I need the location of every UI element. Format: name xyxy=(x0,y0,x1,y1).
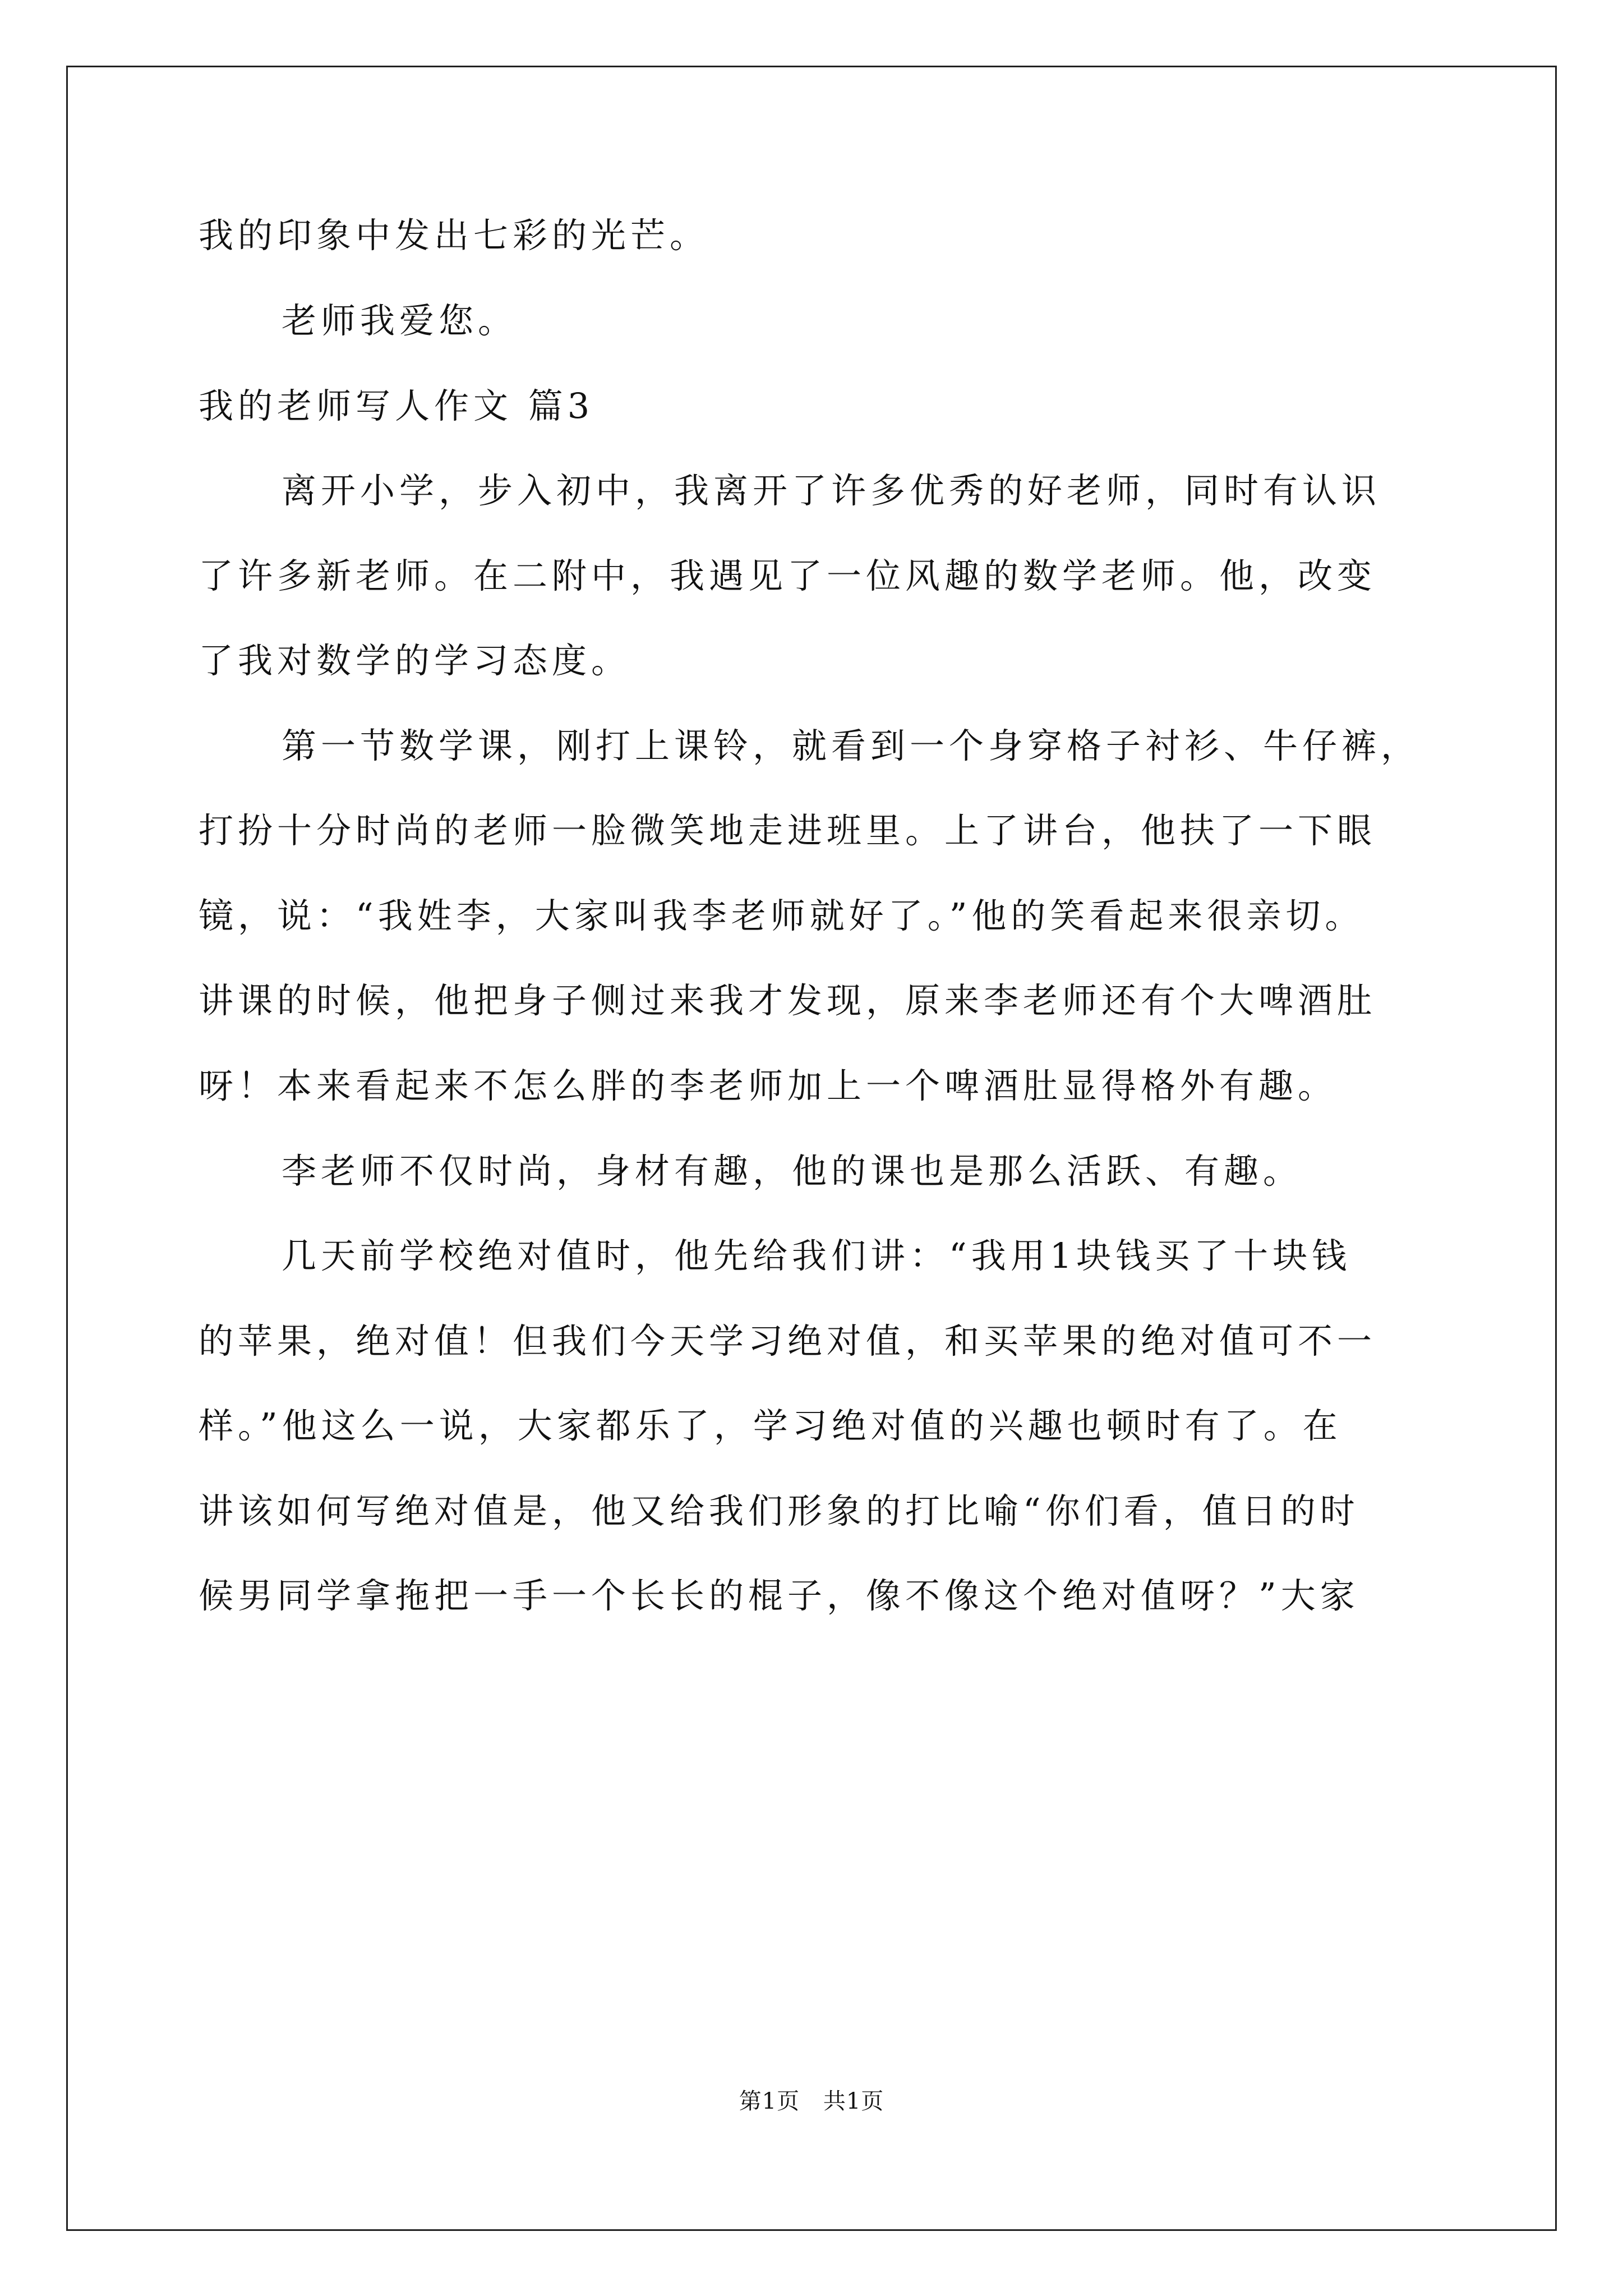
text-line: 第一节数学课，刚打上课铃，就看到一个身穿格子衬衫、牛仔裤， xyxy=(282,725,1421,766)
page-footer xyxy=(0,2086,1623,2117)
text-line: 样。”他这么一说，大家都乐了，学习绝对值的兴趣也顿时有了。在 xyxy=(199,1405,1342,1446)
text-line: 几天前学校绝对值时，他先给我们讲：“我用1块钱买了十块钱 xyxy=(282,1235,1352,1276)
text-line: 镜，说：“我姓李，大家叫我李老师就好了。”他的笑看起来很亲切。 xyxy=(199,895,1364,936)
page-number: 第1页 xyxy=(739,2088,800,2114)
text-line: 讲该如何写绝对值是，他又给我们形象的打比喻“你们看，值日的时 xyxy=(199,1490,1359,1531)
text-line: 离开小学，步入初中，我离开了许多优秀的好老师，同时有认识 xyxy=(282,470,1381,511)
text-line: 呀！本来看起来不怎么胖的李老师加上一个啤酒肚显得格外有趣。 xyxy=(199,1065,1338,1106)
text-line: 候男同学拿拖把一手一个长长的棍子，像不像这个绝对值呀？”大家 xyxy=(199,1575,1359,1616)
text-line: 讲课的时候，他把身子侧过来我才发现，原来李老师还有个大啤酒肚 xyxy=(199,980,1377,1021)
text-line: 我的印象中发出七彩的光芒。 xyxy=(199,215,709,256)
text-line: 的苹果，绝对值！但我们今天学习绝对值，和买苹果的绝对值可不一 xyxy=(199,1320,1377,1361)
text-line: 了许多新老师。在二附中，我遇见了一位风趣的数学老师。他，改变 xyxy=(199,555,1377,596)
text-line: 老师我爱您。 xyxy=(282,300,518,341)
section-heading: 我的老师写人作文 篇3 xyxy=(199,385,594,426)
page-total: 共1页 xyxy=(823,2088,884,2114)
text-line: 了我对数学的学习态度。 xyxy=(199,640,631,681)
text-line: 打扮十分时尚的老师一脸微笑地走进班里。上了讲台，他扶了一下眼 xyxy=(199,810,1377,851)
text-line: 李老师不仅时尚，身材有趣，他的课也是那么活跃、有趣。 xyxy=(282,1151,1303,1191)
